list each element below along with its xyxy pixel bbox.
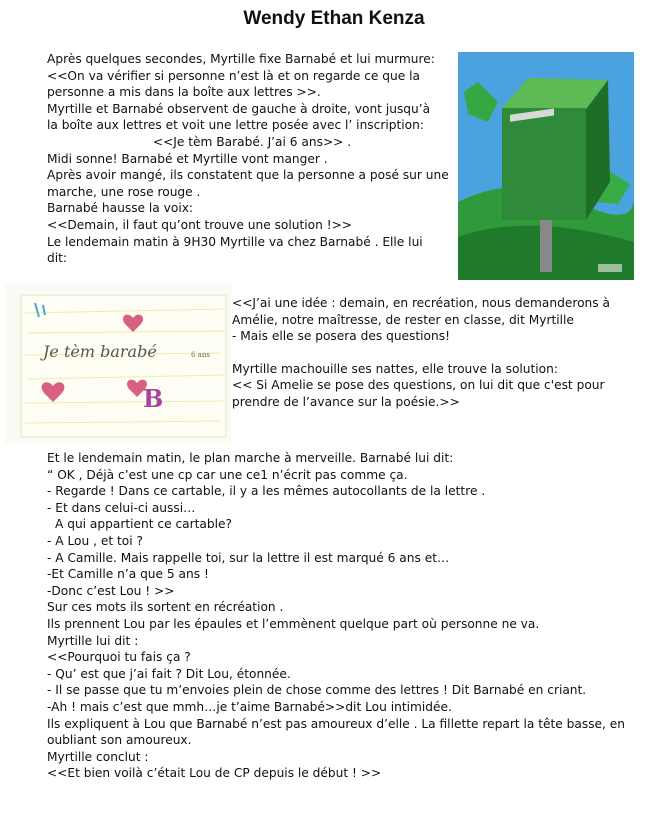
- text-line: - A Lou , et toi ?: [47, 533, 143, 548]
- paragraph-intro: [47, 51, 457, 267]
- drawing-letter-age: 6 ans: [191, 351, 210, 359]
- text-line: A qui appartient ce cartable?: [55, 517, 232, 532]
- text-line: Et le lendemain matin, le plan marche à merveille. Barnabé lui dit:: [47, 451, 454, 465]
- text-line: -Ah ! mais c’est que mmh…je t’aime Barnabé>>dit Lou intimidée.: [47, 699, 452, 714]
- letter-drawing: [5, 283, 231, 443]
- drawing-letter-text: Je tèm barabé: [43, 342, 157, 361]
- text-line: -Et Camille n’a que 5 ans !: [47, 567, 209, 582]
- text-line: - Qu’ est que j’ai fait ? Dit Lou, étonnée.: [47, 666, 291, 681]
- text-line: Myrtille et Barnabé observent de gauche à droite, vont jusqu’à: [47, 101, 431, 116]
- text-line: prendre de l’avance sur la poésie.>>: [232, 394, 460, 409]
- text-line: <<J’ai une idée : demain, en recréation, nous demanderons à: [232, 296, 610, 310]
- text-line: <<On va vérifier si personne n’est là et on regarde ce que la: [47, 68, 420, 83]
- text-line: - Il se passe que tu m’envoies plein de chose comme des lettres ! Dit Barnabé en criant.: [47, 683, 587, 698]
- text-line: la boîte aux lettres et voit une lettre posée avec l’ inscription:: [47, 118, 424, 133]
- drawing-letter-b: B: [143, 384, 164, 413]
- text-line: Myrtille conclut :: [47, 749, 149, 764]
- text-line: - Et dans celui-ci aussi…: [47, 500, 196, 515]
- paragraph-gap: [232, 345, 652, 361]
- text-line: - Mais elle se posera des questions!: [232, 329, 450, 344]
- text-line: Ils prennent Lou par les épaules et l’emmènent quelque part où personne ne va.: [47, 616, 540, 631]
- text-line: Amélie, notre maîtresse, de rester en classe, dit Myrtille: [232, 312, 574, 327]
- text-line: Ils expliquent à Lou que Barnabé n’est pas amoureux d’elle . La fillette repart la tête basse, en: [47, 716, 626, 731]
- text-line: personne a mis dans la boîte aux lettres >>.: [47, 85, 321, 100]
- mailbox-drawing: [458, 52, 634, 280]
- text-line: dit:: [47, 251, 68, 266]
- text-line: Sur ces mots ils sortent en récréation .: [47, 600, 284, 615]
- text-line: oubliant son amoureux.: [47, 733, 192, 748]
- text-line: Après quelques secondes, Myrtille fixe Barnabé et lui murmure:: [47, 52, 435, 66]
- text-line: “ OK , Déjà c’est une cp car une ce1 n’écrit pas comme ça.: [47, 467, 408, 482]
- text-line: <<Pourquoi tu fais ça ?: [47, 650, 191, 665]
- text-line: Myrtille lui dit :: [47, 633, 139, 648]
- text-line: - Regarde ! Dans ce cartable, il y a les mêmes autocollants de la lettre .: [47, 484, 486, 499]
- text-line: << Si Amelie se pose des questions, on lui dit que c'est pour: [232, 378, 605, 393]
- text-line: Le lendemain matin à 9H30 Myrtille va chez Barnabé . Elle lui: [47, 234, 423, 249]
- text-line: <<Demain, il faut qu’ont trouve une solution !>>: [47, 217, 353, 232]
- paragraph-idea: [232, 295, 652, 411]
- text-line: -Donc c’est Lou ! >>: [47, 583, 175, 598]
- text-line: Midi sonne! Barnabé et Myrtille vont manger .: [47, 151, 328, 166]
- text-line: marche, une rose rouge .: [47, 184, 201, 199]
- paragraph-plan: [47, 450, 647, 782]
- text-line: <<Et bien voilà c’était Lou de CP depuis le début ! >>: [47, 766, 382, 781]
- text-line: <<Je tèm Barabé. J’ai 6 ans>> .: [152, 134, 352, 149]
- text-line: Barnabé hausse la voix:: [47, 201, 194, 216]
- text-line: Myrtille machouille ses nattes, elle trouve la solution:: [232, 361, 558, 376]
- page-title: Wendy Ethan Kenza: [243, 8, 425, 29]
- text-line: - A Camille. Mais rappelle toi, sur la lettre il est marqué 6 ans et…: [47, 550, 450, 565]
- text-line: Après avoir mangé, ils constatent que la personne a posé sur une: [47, 168, 449, 183]
